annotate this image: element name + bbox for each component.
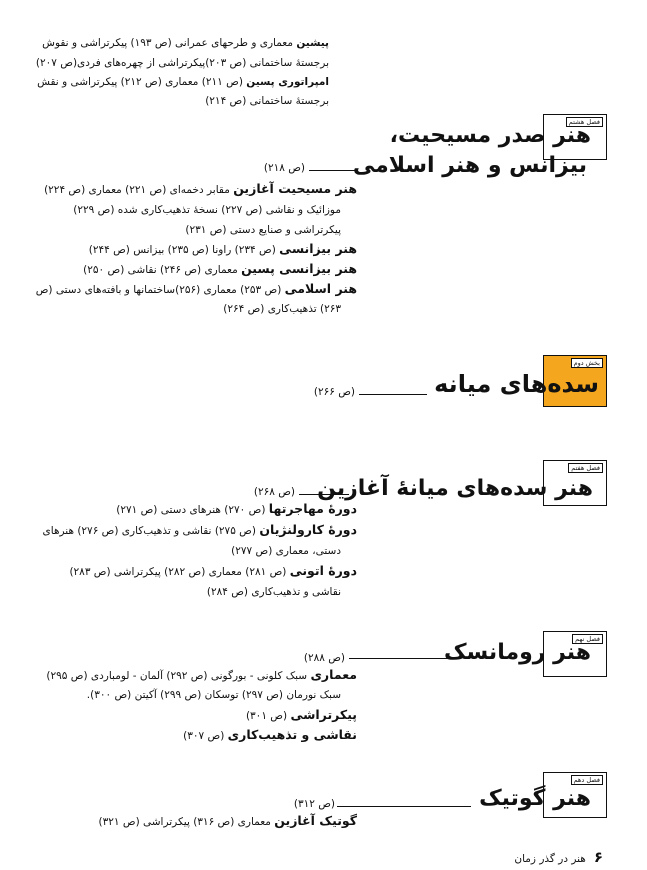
chapter-tag: فصل هشتم (566, 117, 603, 127)
title-rule (349, 658, 457, 659)
entry-heading: هنر اسلامی (284, 281, 357, 296)
chapter-tag: فصل نهم (572, 634, 603, 644)
entry-heading: نقاشی و تذهیب‌کاری (227, 727, 357, 742)
entry-heading: دورهٔ مهاجرتها (268, 501, 357, 516)
section1-line-2 (73, 203, 341, 217)
section1-line-6 (36, 282, 357, 297)
entry-text: موزائیک و نقاشی (ص ۲۲۷) نسخهٔ تذهیب‌کاری شده (ص ۲۲۹) (73, 204, 341, 216)
section2-line-5 (207, 585, 341, 599)
section3-line-1 (46, 668, 357, 683)
chapter-page-ref: (ص ۲۶۸) (253, 486, 295, 498)
intro-line-4 (205, 94, 329, 108)
intro-line-1 (42, 36, 329, 50)
entry-text: (ص ۲۵۳) معماری (۲۵۶)ساختمانها و بافته‌های دستی (ص (35, 284, 282, 296)
entry-heading: هنر بیزانسی (279, 241, 357, 256)
entry-text: (ص ۲۳۴) راونا (ص ۲۳۵) بیزانس (ص ۲۴۴) (88, 244, 276, 256)
entry-text: برجستهٔ ساختمانی (ص ۲۰۳)پیکرتراشی از چهره‌های فردی(ص ۲۰۷) (35, 57, 329, 69)
chapter-page-ref: (ص ۲۸۸) (303, 652, 345, 664)
chapter-page-ref: (ص ۲۱۸) (263, 162, 305, 174)
chapter-title-line1: هنر صدر مسیحیت، (389, 123, 591, 148)
entry-heading: معماری (310, 667, 357, 682)
section1-line-7 (223, 302, 341, 316)
chapter-page-ref: (ص ۳۱۲) (293, 798, 335, 810)
entry-heading: هنر بیزانسی پسین (241, 261, 357, 276)
section1-line-1 (44, 182, 357, 197)
chapter-tag: فصل دهم (571, 775, 603, 785)
entry-text: مقابر دخمه‌ای (ص ۲۲۱) معماری (ص ۲۲۴) (44, 184, 230, 196)
part-title: سده‌های میانه (434, 370, 599, 398)
intro-line-2 (36, 56, 329, 70)
section4-line-1 (99, 814, 358, 829)
entry-text: معماری و طرحهای عمرانی (ص ۱۹۳) پیکرتراشی و نقوش (42, 37, 293, 49)
entry-heading: دورهٔ اتونی (289, 563, 357, 578)
entry-text: معماری (ص ۲۴۶) نقاشی (ص ۲۵۰) (83, 264, 238, 276)
entry-text: ۲۶۳) تذهیب‌کاری (ص ۲۶۴) (223, 303, 341, 315)
entry-text: (ص ۲۱۱) معماری (ص ۲۱۲) پیکرتراشی و نقش (37, 76, 243, 88)
entry-text: برجستهٔ ساختمانی (ص ۲۱۴) (205, 95, 329, 107)
chapter-title: هنر گوتیک (479, 786, 591, 811)
section1-line-5 (83, 262, 357, 277)
entry-text: (ص ۲۷۵) نقاشی و تذهیب‌کاری (ص ۲۷۶) هنرهای (42, 525, 256, 537)
title-rule (299, 494, 349, 495)
chapter-title-line2: بیزانس و هنر اسلامی (352, 153, 587, 178)
chapter-title: هنر سده‌های میانهٔ آغازین (317, 476, 593, 501)
entry-text: سبک کلونی - بورگونی (ص ۲۹۲) آلمان - لومباردی (ص ۲۹۵) (46, 670, 308, 682)
title-rule (337, 806, 471, 807)
entry-heading: پیکرتراشی (290, 707, 357, 722)
page-footer (514, 848, 603, 866)
entry-heading: هنر مسیحیت آغازین (233, 181, 357, 196)
chapter-tag: فصل هفتم (568, 463, 603, 473)
entry-text: (ص ۲۷۰) هنرهای دستی (ص ۲۷۱) (116, 504, 266, 516)
entry-text: سبک نورمان (ص ۲۹۷) توسکان (ص ۲۹۹) آکیتن (ص ۳۰۰). (86, 689, 341, 701)
section3-line-2 (87, 688, 341, 702)
section1-line-3 (185, 223, 341, 237)
entry-heading: امپراتوری پسین (246, 76, 329, 88)
section3-line-3 (246, 708, 357, 723)
title-rule (309, 170, 357, 171)
entry-heading: دورهٔ کارولنژیان (259, 522, 357, 537)
entry-text: (ص ۳۰۱) (245, 710, 288, 722)
entry-text: نقاشی و تذهیب‌کاری (ص ۲۸۴) (206, 586, 341, 598)
title-rule (359, 394, 427, 395)
section2-line-4 (69, 564, 357, 579)
section2-line-3 (231, 544, 341, 558)
entry-text: (ص ۳۰۷) (183, 730, 225, 742)
entry-text: دستی، معماری (ص ۲۷۷) (231, 545, 341, 557)
chapter-title: هنر رومانسک (444, 640, 591, 665)
entry-text: پیکرتراشی و صنایع دستی (ص ۲۳۱) (185, 224, 341, 236)
section3-line-4 (183, 728, 357, 743)
book-title: هنر در گذر زمان (514, 853, 586, 865)
entry-heading: گوتیک آغازین (274, 813, 357, 828)
part-page-ref: (ص ۲۶۶) (313, 386, 355, 398)
intro-line-3 (37, 75, 329, 89)
section1-line-4 (89, 242, 357, 257)
entry-heading: پیشین (296, 37, 329, 49)
section2-line-1 (116, 502, 357, 517)
section2-line-2 (43, 523, 357, 538)
page-number: ۶ (593, 848, 603, 866)
entry-text: معماری (ص ۳۱۶) پیکرتراشی (ص ۳۲۱) (98, 816, 271, 828)
part-tag: بخش دوم (571, 358, 603, 368)
entry-text: (ص ۲۸۱) معماری (ص ۲۸۲) پیکرتراشی (ص ۲۸۳) (69, 566, 287, 578)
